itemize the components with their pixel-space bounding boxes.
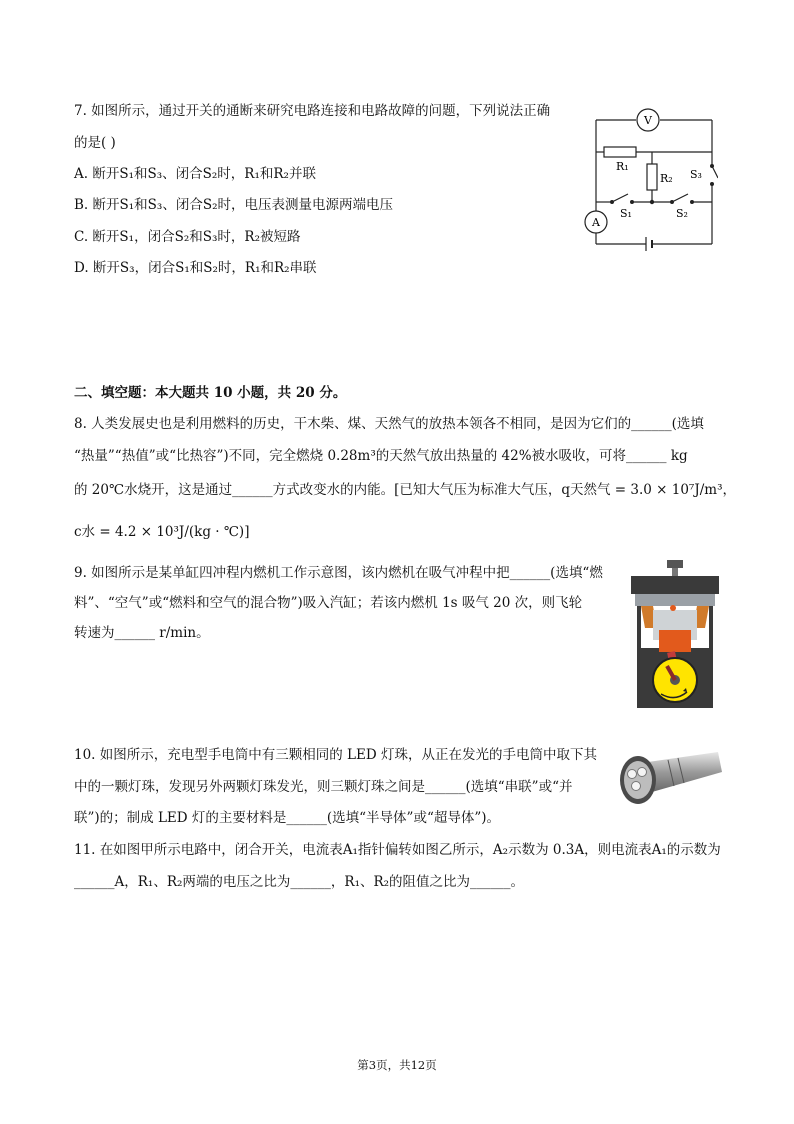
q7-option-c: C. 断开S₁，闭合S₂和S₃时，R₂被短路 [74,229,301,245]
page-footer: 第3页，共12页 [357,1058,437,1072]
q10-line-1: 10. 如图所示，充电型手电筒中有三颗相同的 LED 灯珠，从正在发光的手电筒中取下其 [74,747,597,763]
q7-option-b: B. 断开S₁和S₃、闭合S₂时，电压表测量电源两端电压 [74,197,393,213]
q7-option-d: D. 断开S₃，闭合S₁和S₂时，R₁和R₂串联 [74,260,317,276]
q7-option-a: A. 断开S₁和S₃、闭合S₂时，R₁和R₂并联 [74,166,316,182]
engine-illustration [627,558,723,708]
q9-line-1: 9. 如图所示是某单缸四冲程内燃机工作示意图，该内燃机在吸气冲程中把______(选填“燃 [74,565,603,581]
q10-line-3: 联”)的；制成 LED 灯的主要材料是______(选填“半导体”或“超导体”)。 [74,810,501,826]
ammeter-label: A [592,216,600,229]
q7-stem-line-1: 7. 如图所示，通过开关的通断来研究电路连接和电路故障的问题，下列说法正确 [74,103,551,119]
q8-line-1: 8. 人类发展史也是利用燃料的历史，干木柴、煤、天然气的放热本领各不相同，是因为它们的______(选填 [74,416,704,432]
s3-label: S₃ [690,168,702,181]
s1-label: S₁ [620,207,632,220]
voltmeter-label: V [644,114,652,127]
q9-line-2: 料”、“空气”或“燃料和空气的混合物”)吸入汽缸；若该内燃机 1s 吸气 20 次，则飞轮 [74,595,583,611]
q11-line-2: ______A，R₁、R₂两端的电压之比为______，R₁、R₂的阻值之比为______。 [74,874,525,890]
q9-line-3: 转速为______ r/min。 [74,625,210,641]
q7-stem-line-2: 的是( ) [74,135,116,151]
r2-label: R₂ [660,172,673,185]
q10-line-2: 中的一颗灯珠，发现另外两颗灯珠发光，则三颗灯珠之间是______(选填“串联”或“并 [74,779,573,795]
circuit-diagram [578,104,718,254]
section-heading: 二、填空题：本大题共 10 小题，共 20 分。 [74,385,347,401]
flashlight-illustration [618,748,722,810]
q8-line-2: “热量”“热值”或“比热容”)不同，完全燃烧 0.28m³的天然气放出热量的 42%被水吸收，可将______ kg [74,448,688,464]
s2-label: S₂ [676,207,688,220]
q11-line-1: 11. 在如图甲所示电路中，闭合开关，电流表A₁指针偏转如图乙所示，A₂示数为 0.3A，则电流表A₁的示数为 [74,842,721,858]
q8-line-3: 的 20℃水烧开，这是通过______方式改变水的内能。[已知大气压为标准大气压，q天然气 = 3.0 × 10⁷J/m³， [74,482,736,498]
q8-line-4: c水 = 4.2 × 10³J/(kg · ℃)] [74,524,250,540]
r1-label: R₁ [616,160,629,173]
